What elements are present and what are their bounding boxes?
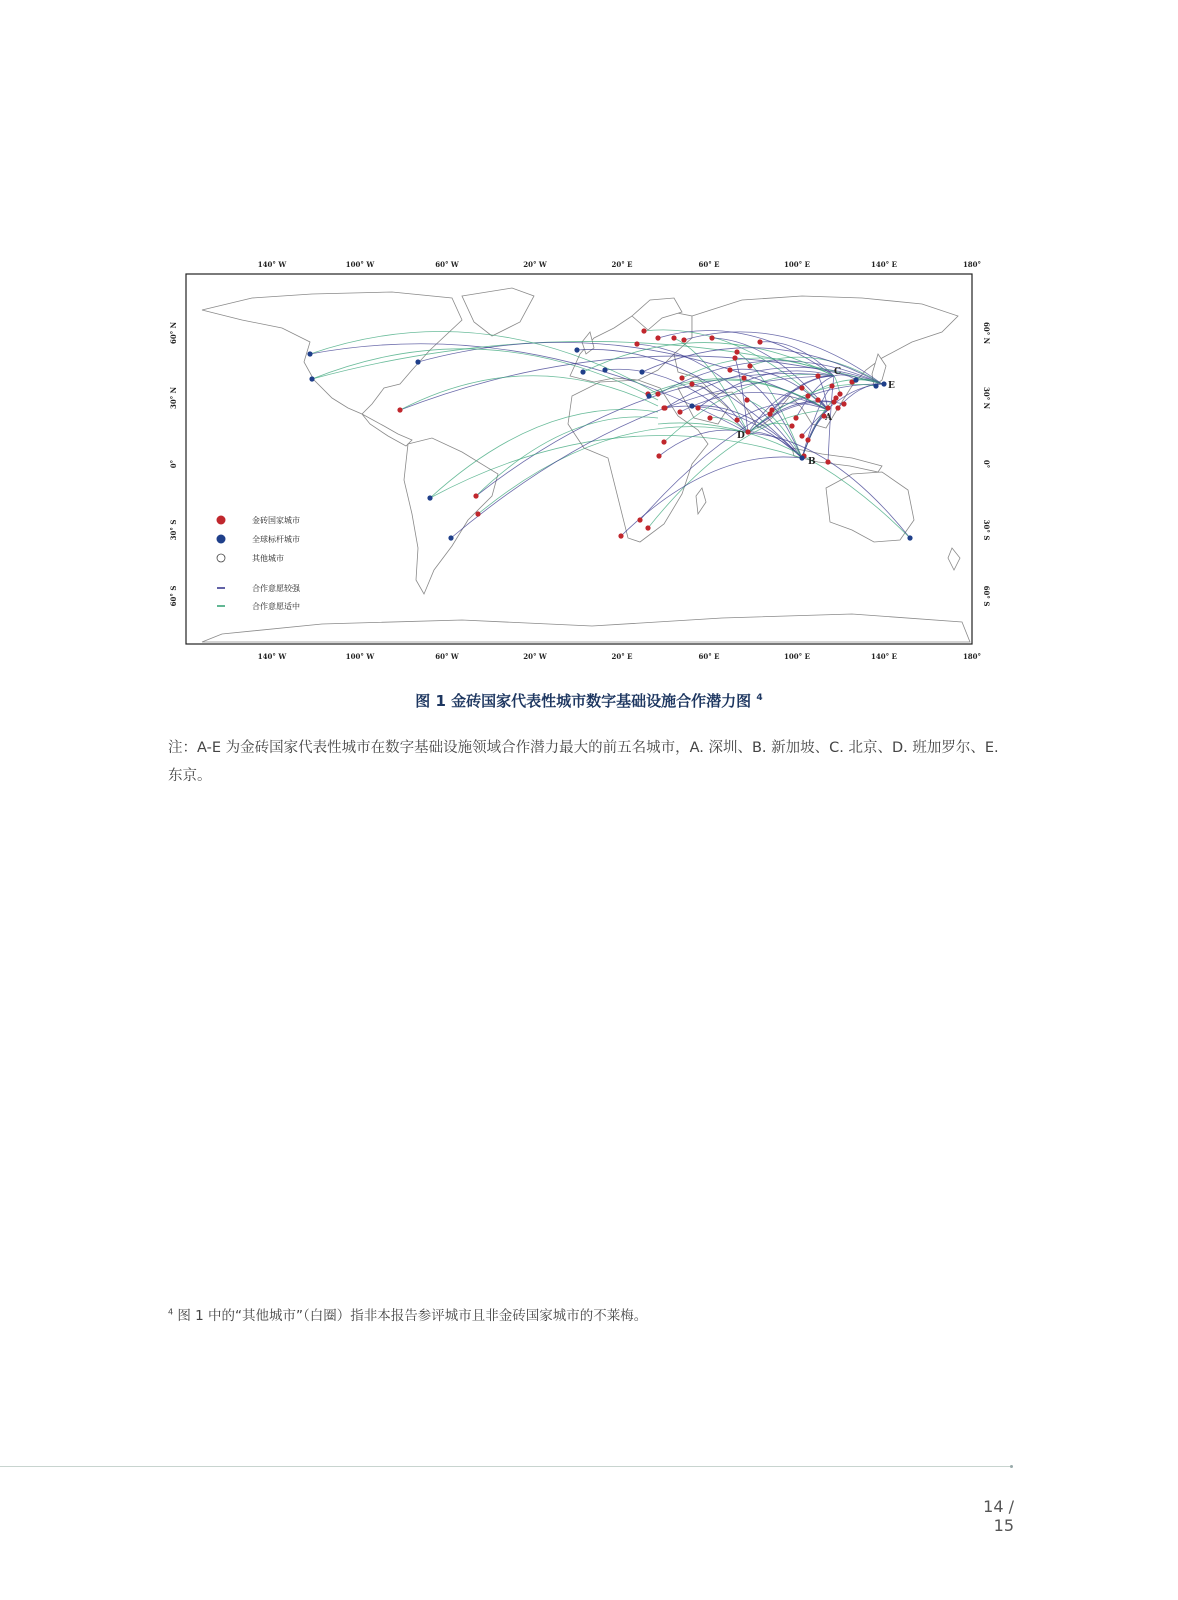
bottom-lon-ticks	[258, 652, 981, 661]
brics-city-dot	[473, 493, 478, 498]
brics-city-dot	[741, 375, 746, 380]
lon-tick-label: 100° E	[784, 260, 810, 269]
marker-b-label: B	[808, 457, 816, 467]
right-lat-ticks	[982, 322, 991, 606]
brics-city-dot	[793, 415, 798, 420]
lat-tick-label: 0°	[982, 459, 991, 469]
lat-tick-label: 30° S	[169, 519, 178, 541]
brics-city-dot	[799, 433, 804, 438]
brics-city-dot	[829, 383, 834, 388]
cooperation-potential-map	[162, 258, 1017, 673]
brics-city-dot	[833, 395, 838, 400]
figure-note: 注：A-E 为金砖国家代表性城市在数字基础设施领域合作潜力最大的前五名城市，A. 深圳、B. 新加坡、C. 北京、D. 班加罗尔、E. 东京。	[168, 740, 999, 784]
footnote	[168, 1304, 1013, 1324]
lon-tick-label: 140° E	[871, 652, 897, 661]
brics-city-dot	[727, 367, 732, 372]
left-lat-ticks	[169, 321, 178, 606]
brics-city-dot	[767, 411, 772, 416]
brics-city-dot	[641, 328, 646, 333]
brics-city-dot	[689, 381, 694, 386]
brics-city-dot	[475, 511, 480, 516]
brics-city-dot	[618, 533, 623, 538]
lon-tick-label: 60° E	[698, 260, 720, 269]
brics-city-dot	[734, 417, 739, 422]
lat-tick-label: 30° N	[982, 386, 991, 410]
benchmark-city-dot	[639, 369, 644, 374]
lon-tick-label: 20° W	[523, 260, 547, 269]
figure-caption-text: 图 1 金砖国家代表性城市数字基础设施合作潜力图	[415, 692, 752, 710]
brics-city-dot	[662, 405, 667, 410]
lat-tick-label: 60° S	[169, 585, 178, 607]
lat-tick-label: 0°	[169, 459, 178, 469]
lon-tick-label: 20° W	[523, 652, 547, 661]
marker-d-label: D	[737, 431, 745, 441]
brics-city-dot	[397, 407, 402, 412]
brics-city-dot	[681, 337, 686, 342]
brics-city-dot	[655, 391, 660, 396]
footnote-text: 图 1 中的“其他城市”（白圈）指非本报告参评城市且非金砖国家城市的不莱梅。	[177, 1308, 648, 1324]
lat-tick-label: 30° N	[169, 386, 178, 410]
legend-brics-label: 金砖国家城市	[252, 516, 300, 525]
brics-city-dot	[825, 405, 830, 410]
brics-city-dot	[655, 335, 660, 340]
lon-tick-label: 20° E	[611, 652, 633, 661]
lat-tick-label: 60° N	[982, 321, 991, 345]
footer-divider	[0, 1466, 1012, 1467]
lon-tick-label: 140° W	[257, 260, 287, 269]
benchmark-city-dot	[309, 376, 314, 381]
benchmark-city-dot	[853, 377, 858, 382]
benchmark-city-dot	[602, 367, 607, 372]
lon-tick-label: 100° E	[784, 652, 810, 661]
benchmark-city-dot	[307, 351, 312, 356]
benchmark-city-dot	[415, 359, 420, 364]
legend-strong-label: 合作意愿较强	[252, 584, 300, 593]
page-number: 14 / 15	[983, 1497, 1014, 1535]
legend-other-dot	[217, 554, 225, 562]
brics-city-dot	[805, 393, 810, 398]
brics-city-dot	[825, 459, 830, 464]
lat-tick-label: 60° N	[169, 321, 178, 345]
lon-tick-label: 180°	[962, 260, 982, 269]
footnote-ref: 4	[168, 1307, 174, 1317]
lon-tick-label: 180°	[962, 652, 982, 661]
marker-a-label: A	[825, 413, 832, 423]
brics-city-dot	[656, 453, 661, 458]
lon-tick-label: 60° E	[698, 652, 720, 661]
brics-city-dot	[732, 355, 737, 360]
lon-tick-label: 100° W	[345, 652, 375, 661]
brics-city-dot	[799, 385, 804, 390]
brics-city-dot	[789, 423, 794, 428]
brics-city-dot	[805, 437, 810, 442]
brics-city-dot	[837, 391, 842, 396]
brics-city-dot	[671, 335, 676, 340]
figure-caption	[0, 690, 1178, 711]
brics-city-dot	[734, 349, 739, 354]
brics-city-dot	[744, 397, 749, 402]
legend-moderate-label: 合作意愿适中	[252, 602, 300, 611]
benchmark-city-dot	[580, 369, 585, 374]
lat-tick-label: 30° S	[982, 519, 991, 541]
brics-city-dot	[841, 401, 846, 406]
top-lon-ticks	[258, 260, 981, 269]
brics-city-dot	[815, 397, 820, 402]
brics-city-dot	[815, 373, 820, 378]
brics-city-dot	[634, 341, 639, 346]
lon-tick-label: 100° W	[345, 260, 375, 269]
benchmark-city-dot	[689, 403, 694, 408]
legend-brics-dot	[217, 516, 226, 525]
brics-city-dot	[661, 439, 666, 444]
lon-tick-label: 60° W	[435, 260, 459, 269]
brics-city-dot	[709, 335, 714, 340]
brics-city-dot	[679, 375, 684, 380]
lon-tick-label: 140° E	[871, 260, 897, 269]
benchmark-city-dot	[448, 535, 453, 540]
lat-tick-label: 60° S	[982, 585, 991, 607]
brics-city-dot	[747, 363, 752, 368]
legend-other-label: 其他城市	[252, 554, 284, 563]
lon-tick-label: 60° W	[435, 652, 459, 661]
brics-city-dot	[637, 517, 642, 522]
brics-city-dot	[745, 429, 750, 434]
brics-city-dot	[695, 405, 700, 410]
marker-e-label: E	[888, 381, 895, 391]
benchmark-city-dot	[907, 535, 912, 540]
lon-tick-label: 20° E	[611, 260, 633, 269]
benchmark-city-dot	[427, 495, 432, 500]
legend-benchmark-dot	[217, 535, 226, 544]
brics-city-dot	[757, 339, 762, 344]
brics-city-dot	[677, 409, 682, 414]
benchmark-city-dot	[574, 347, 579, 352]
benchmark-city-dot	[646, 393, 651, 398]
brics-city-dot	[645, 525, 650, 530]
footer-divider-dot	[1010, 1465, 1013, 1468]
lon-tick-label: 140° W	[257, 652, 287, 661]
figure-caption-footnote-ref: 4	[756, 693, 763, 703]
legend-benchmark-label: 全球标杆城市	[252, 535, 300, 544]
benchmark-city-dot	[799, 455, 804, 460]
benchmark-city-dot	[881, 381, 886, 386]
brics-city-dot	[835, 405, 840, 410]
benchmark-city-dot	[873, 383, 878, 388]
brics-city-dot	[707, 415, 712, 420]
marker-c-label: C	[834, 367, 842, 377]
